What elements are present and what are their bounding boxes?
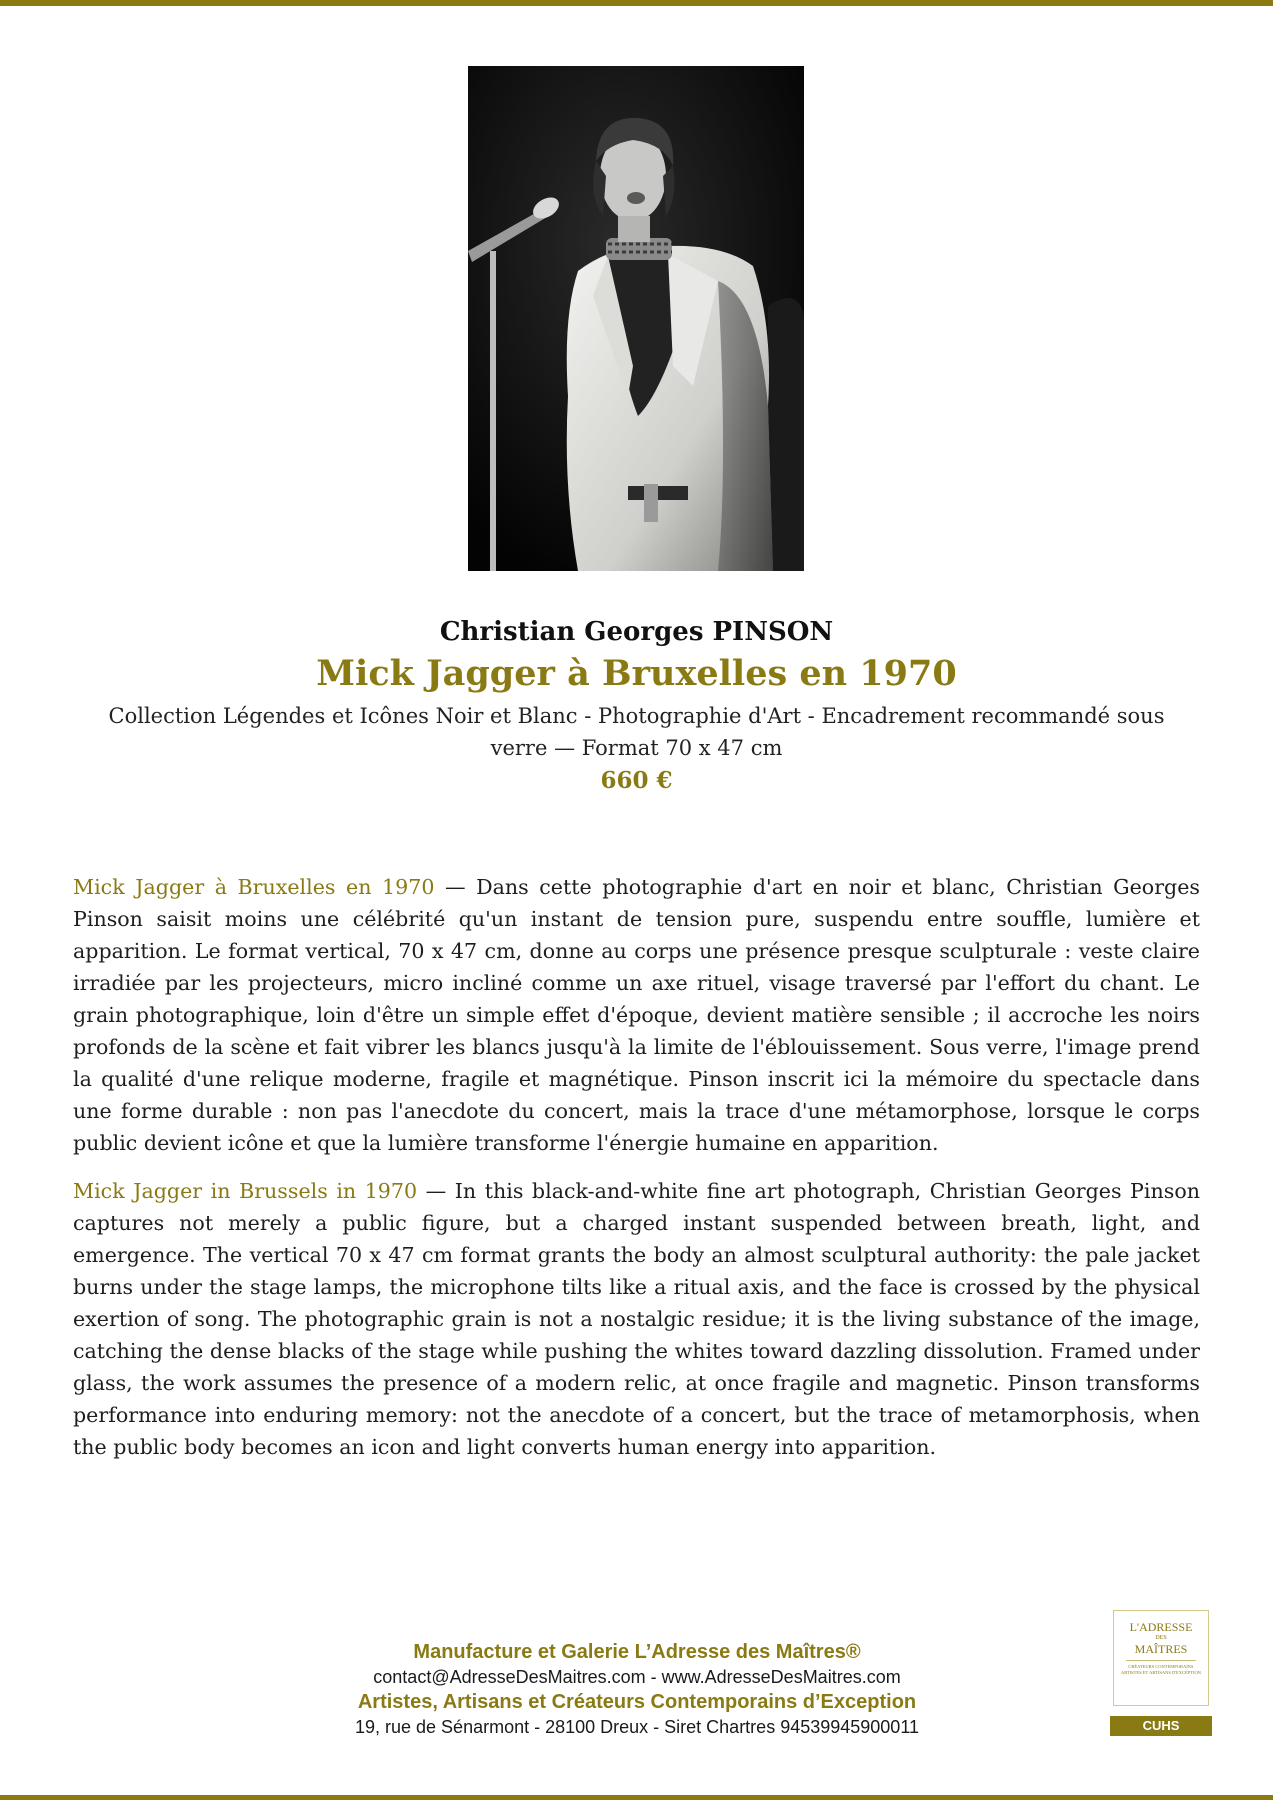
performer-photo-illustration [468, 66, 804, 571]
top-rule [0, 0, 1273, 6]
description-en [73, 1175, 1200, 1463]
artwork-subtitle: Collection Légendes et Icônes Noir et Blanc - Photographie d'Art - Encadrement recommandé sous verre — Format 70 x 47 cm [108, 704, 1165, 760]
logo-line-3: MAÎTRES [1134, 1642, 1188, 1656]
logo-line-4: CRÉATEURS CONTEMPORAINS ARTISTES ET ARTISANS D'EXCEPTION [1120, 1664, 1202, 1675]
logo-badge: CUHS [1110, 1716, 1212, 1736]
description-fr [73, 871, 1200, 1159]
artwork-title: Mick Jagger à Bruxelles en 1970 [316, 653, 957, 694]
footer-tagline: Artistes, Artisans et Créateurs Contemporains d’Exception [357, 1691, 917, 1713]
artwork-photo [468, 66, 804, 571]
footer [237, 1640, 1037, 1740]
logo-line-2: DES [1155, 1635, 1167, 1641]
artwork-price: 660 € [600, 767, 673, 794]
footer-gallery: Manufacture et Galerie L’Adresse des Maîtres® [413, 1641, 861, 1663]
logo-line-1: L'ADRESSE [1129, 1620, 1193, 1634]
footer-address: 19, rue de Sénarmont - 28100 Dreux - Siret Chartres 94539945900011 [354, 1717, 920, 1737]
artwork-header [60, 612, 1213, 798]
description-en-text: — In this black-and-white fine art photograph, Christian Georges Pinson captures not merely a public figure, but a charged instant suspended between breath, light, and emergence. The vertical 70 x 47 cm format grants the body an almost sculptural authority: the pale jacket burns under the stage lamps, the microphone tilts like a ritual axis, and the face is crossed by the physical exertion of song. The photographic grain is not a nostalgic residue; it is the living substance of the image, catching the dense blacks of the stage while pushing the whites toward dazzling dissolution. Framed under glass, the work assumes the presence of a modern relic, at once fragile and magnetic. Pinson transforms performance into enduring memory: not the anecdote of a concert, but the trace of metamorphosis, when the public body becomes an icon and light converts human energy into apparition. [73, 1179, 1200, 1459]
artist-name: Christian Georges PINSON [439, 617, 834, 647]
gallery-logo [1113, 1610, 1209, 1706]
bottom-rule [0, 1795, 1273, 1800]
description [73, 871, 1200, 1479]
description-fr-lead: Mick Jagger à Bruxelles en 1970 [73, 875, 435, 899]
description-fr-text: — Dans cette photographie d'art en noir et blanc, Christian Georges Pinson saisit moins une célébrité qu'un instant de tension pure, suspendu entre souffle, lumière et apparition. Le format vertical, 70 x 47 cm, donne au corps une présence presque sculpturale : veste claire irradiée par les projecteurs, micro incliné comme un axe rituel, visage traversé par l'effort du chant. Le grain photographique, loin d'être un simple effet d'époque, devient matière sensible ; il accroche les noirs profonds de la scène et fait vibrer les blancs jusqu'à la limite de l'éblouissement. Sous verre, l'image prend la qualité d'une relique moderne, fragile et magnétique. Pinson inscrit ici la mémoire du spectacle dans une forme durable : non pas l'anecdote du concert, mais la trace d'une métamorphose, lorsque le corps public devient icône et que la lumière transforme l'énergie humaine en apparition. [73, 875, 1200, 1155]
logo-divider [1126, 1660, 1196, 1661]
description-en-lead: Mick Jagger in Brussels in 1970 [73, 1179, 418, 1203]
footer-contact: contact@AdresseDesMaitres.com - www.AdresseDesMaitres.com [373, 1667, 901, 1687]
